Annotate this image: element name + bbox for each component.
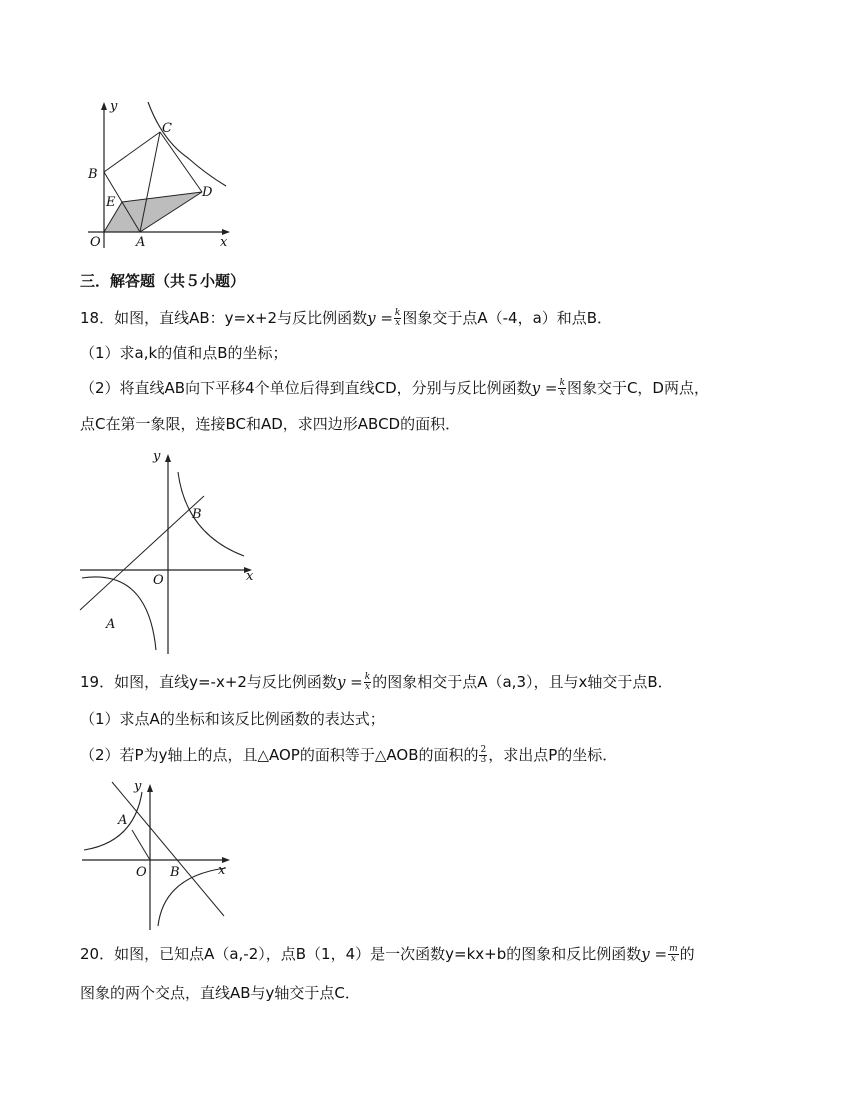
q18-part1: （1）求a,k的值和点B的坐标；	[80, 344, 288, 362]
q20-text-a: 20．如图，已知点A（a,-2），点B（1，4）是一次函数y=kx+b的图象和反比例函数	[80, 945, 642, 963]
hyperbola-q3	[82, 577, 156, 650]
label-b: B	[88, 167, 98, 182]
q20-eq-y: y =	[641, 945, 668, 963]
hyperbola-q4	[158, 868, 226, 926]
q18-text-a: 18．如图，直线AB：y=x+2与反比例函数	[80, 309, 368, 327]
axis-label-x: x	[246, 569, 254, 584]
axis-label-x: x	[218, 863, 226, 878]
q20-line2: 图象的两个交点，直线AB与y轴交于点C．	[80, 984, 360, 1002]
q18-p2-text-a: （2）将直线AB向下平移4个单位后得到直线CD，分别与反比例函数	[80, 379, 532, 397]
q18-p2-eq-y: y =	[531, 379, 558, 397]
label-o: O	[136, 865, 147, 880]
label-e: E	[106, 195, 116, 210]
label-a: A	[136, 235, 146, 250]
q18-line1	[80, 308, 612, 328]
q18-eq-y: y =	[367, 309, 393, 327]
q19-p2-fraction: $\frac{2}{3}$	[480, 745, 487, 765]
hyperbola-q2	[84, 792, 142, 850]
q18-p2-text-b: 图象交于C，D两点，	[566, 379, 709, 397]
q19-line1	[80, 672, 673, 692]
q18-part2-line1	[80, 378, 709, 398]
hyperbola-q1	[178, 472, 244, 556]
section-title: 三．解答题（共５小题）	[80, 272, 246, 290]
q18-part2-line2: 点C在第一象限，连接BC和AD，求四边形ABCD的面积．	[80, 415, 461, 433]
q18-figure	[78, 444, 268, 656]
q20-fraction: $\frac{m}{x}$	[669, 944, 678, 964]
q19-part1: （1）求点A的坐标和该反比例函数的表达式；	[80, 710, 385, 728]
q17-figure	[78, 96, 238, 256]
q18-fraction: $\frac{k}{x}$	[394, 308, 401, 328]
label-b: B	[170, 865, 180, 880]
q18-p2-fraction: $\frac{k}{x}$	[559, 378, 565, 398]
q20-text-b: 的	[679, 945, 695, 963]
label-o: O	[90, 235, 101, 250]
label-c: C	[162, 121, 172, 136]
line-ab	[112, 782, 224, 916]
q18-text-b: 图象交于点A（-4，a）和点B．	[402, 309, 613, 327]
axis-label-x: x	[220, 235, 228, 250]
q19-fraction: $\frac{k}{x}$	[364, 672, 371, 692]
hyperbola-curve	[148, 102, 226, 186]
q20-line1	[80, 944, 695, 964]
q19-part2	[80, 745, 617, 765]
q19-text-b: 的图象相交于点A（a,3），且与x轴交于点B．	[372, 673, 673, 691]
label-d: D	[202, 185, 213, 200]
axis-label-y: y	[110, 99, 118, 114]
label-b: B	[192, 507, 202, 522]
q19-eq-y: y =	[336, 673, 363, 691]
label-a: A	[106, 617, 116, 632]
q19-figure	[78, 776, 248, 932]
q19-text-a: 19．如图，直线y=-x+2与反比例函数	[80, 673, 337, 691]
q19-p2-text-b: ，求出点P的坐标．	[488, 746, 618, 764]
label-a: A	[118, 813, 128, 828]
q19-p2-text-a: （2）若P为y轴上的点，且△AOP的面积等于△AOB的面积的	[80, 746, 479, 764]
line-ab	[80, 496, 204, 610]
shaded-triangle	[104, 192, 202, 232]
axis-label-y: y	[153, 449, 161, 464]
axis-label-y: y	[134, 779, 142, 794]
segment-oa	[132, 830, 150, 860]
label-o: O	[153, 573, 164, 588]
